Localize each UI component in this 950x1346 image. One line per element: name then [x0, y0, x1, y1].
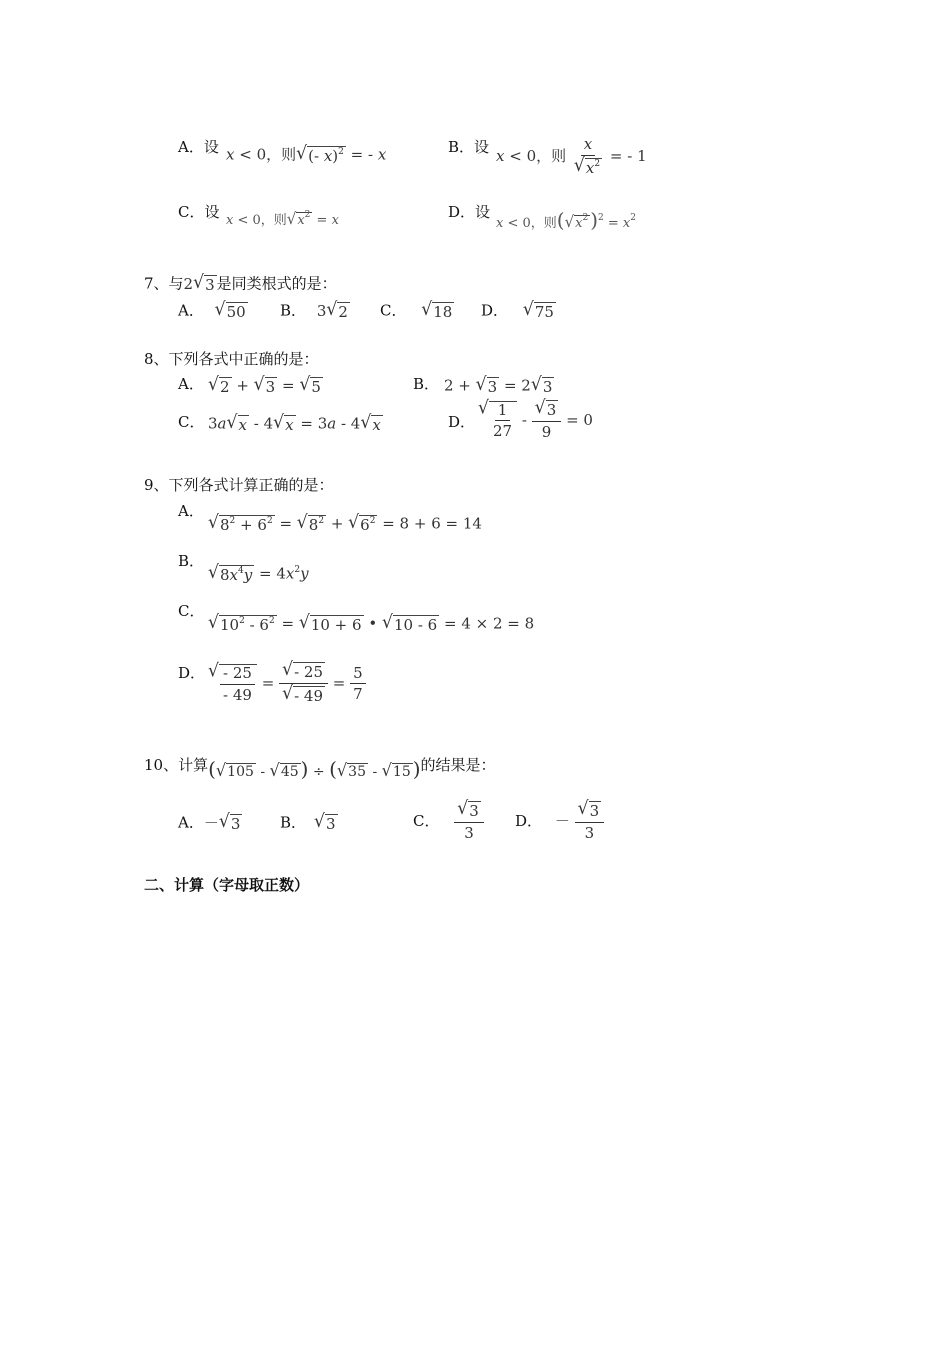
q7-option-d: D． √ 75 — [481, 299, 554, 321]
q10-option-a: A．－ √ 3 — [178, 811, 241, 833]
q10-a-label: A． — [178, 813, 204, 832]
q6-option-d-label: D．设 — [448, 203, 491, 221]
q7-a-label: A． — [178, 301, 204, 320]
q9-option-a-label: A． — [178, 502, 204, 520]
q10-stem-suffix: 的结果是： — [420, 756, 496, 774]
q8-option-d-expr: √ $\frac{1}{27}$ - √ 3 9 = 0 — [478, 397, 593, 441]
q10-option-c: C． √ 3 3 — [413, 801, 484, 842]
q7-c-label: C． — [380, 301, 407, 320]
q8-option-d-label: D． — [448, 413, 476, 431]
q10-d-label: D． — [515, 811, 543, 830]
q10-stem-prefix: 10、计算 — [144, 756, 209, 774]
q6-option-a-label: A．设 — [178, 138, 219, 156]
q8-option-a-label: A． — [178, 375, 204, 393]
q9-option-a-expr: √ $8^2 + 6^2$ = √ $8^2$ + √ $6^2$ = 8 + 6 = 14 — [208, 512, 482, 534]
q6-option-b-expr: x < 0，则 x √ $x^2$ = - 1 — [496, 135, 647, 177]
q9-option-b-label: B． — [178, 552, 205, 570]
q9-option-c-expr: √ $10^2 - 6^2$ = √ 10 + 6 • √ 10 - 6 = 4 × 2 = 8 — [208, 612, 535, 634]
q7-option-b: B． 3 √ 2 — [280, 299, 348, 321]
q7-stem-suffix: 是同类根式的是： — [216, 274, 337, 293]
q10-stem-expr: ( √ 105 - √ 45 ) ÷ ( √ 35 - √ 15 ) — [208, 757, 421, 781]
q6-option-d-expr: x < 0，则( √ $x^2$ )$^2 = x^2$ — [496, 208, 636, 232]
q8-option-b-expr: 2 + √ 3 = 2 √ 3 — [444, 374, 553, 396]
q9-stem: 9、下列各式计算正确的是： — [144, 476, 334, 494]
q6-option-b-label: B．设 — [448, 138, 490, 156]
q7-a-value: 50 — [226, 303, 246, 321]
q7-option-a: A． √ 50 — [178, 299, 246, 321]
q7-d-value: 75 — [534, 303, 554, 321]
q7-stem-prefix: 7、与 — [144, 274, 184, 293]
q8-option-c-label: C． — [178, 413, 205, 431]
q8-option-b-label: B． — [413, 375, 440, 393]
q9-option-c-label: C． — [178, 602, 205, 620]
q9-option-b-expr: √ $8x^4y$ = $4x^2y$ — [208, 562, 309, 584]
q10-option-b: B． √ 3 — [280, 811, 336, 833]
section-2-title: 二、计算（字母取正数） — [144, 876, 310, 894]
q7-option-c: C． √ 18 — [380, 299, 453, 321]
q10-b-label: B． — [280, 813, 307, 832]
q7-d-label: D． — [481, 301, 509, 320]
q9-option-d-label: D． — [178, 664, 206, 682]
q8-stem: 8、下列各式中正确的是： — [144, 350, 319, 368]
q10-option-d: D． － √ 3 3 — [515, 801, 604, 842]
q7-b-value: 2 — [338, 303, 348, 321]
q9-option-d-expr: √ $\frac{- 25}{- 49}$ = √ - 25 √ - 49 = $\frac{5}{7}$ — [208, 662, 366, 705]
q7-b-coef: 3 — [316, 301, 327, 320]
q8-option-a-expr: √ 2 + √ 3 = √ 5 — [208, 374, 321, 396]
q7-b-label: B． — [280, 301, 307, 320]
q6-option-c-label: C．设 — [178, 203, 220, 221]
q10-stem — [144, 753, 496, 781]
q7-stem — [144, 272, 337, 294]
q10-c-label: C． — [413, 811, 440, 830]
q6-option-c-expr: x < 0，则 √ $x^2$ = x — [226, 209, 339, 229]
q6-option-a-expr: x < 0，则 √ (- x)$^2$ = - x — [226, 143, 387, 165]
q7-c-value: 18 — [433, 303, 453, 321]
q7-stem-radical: 2 √ 3 — [183, 272, 215, 294]
q8-option-c-expr: 3a √ x - 4 √ x = 3a - 4 √ x — [208, 412, 381, 434]
